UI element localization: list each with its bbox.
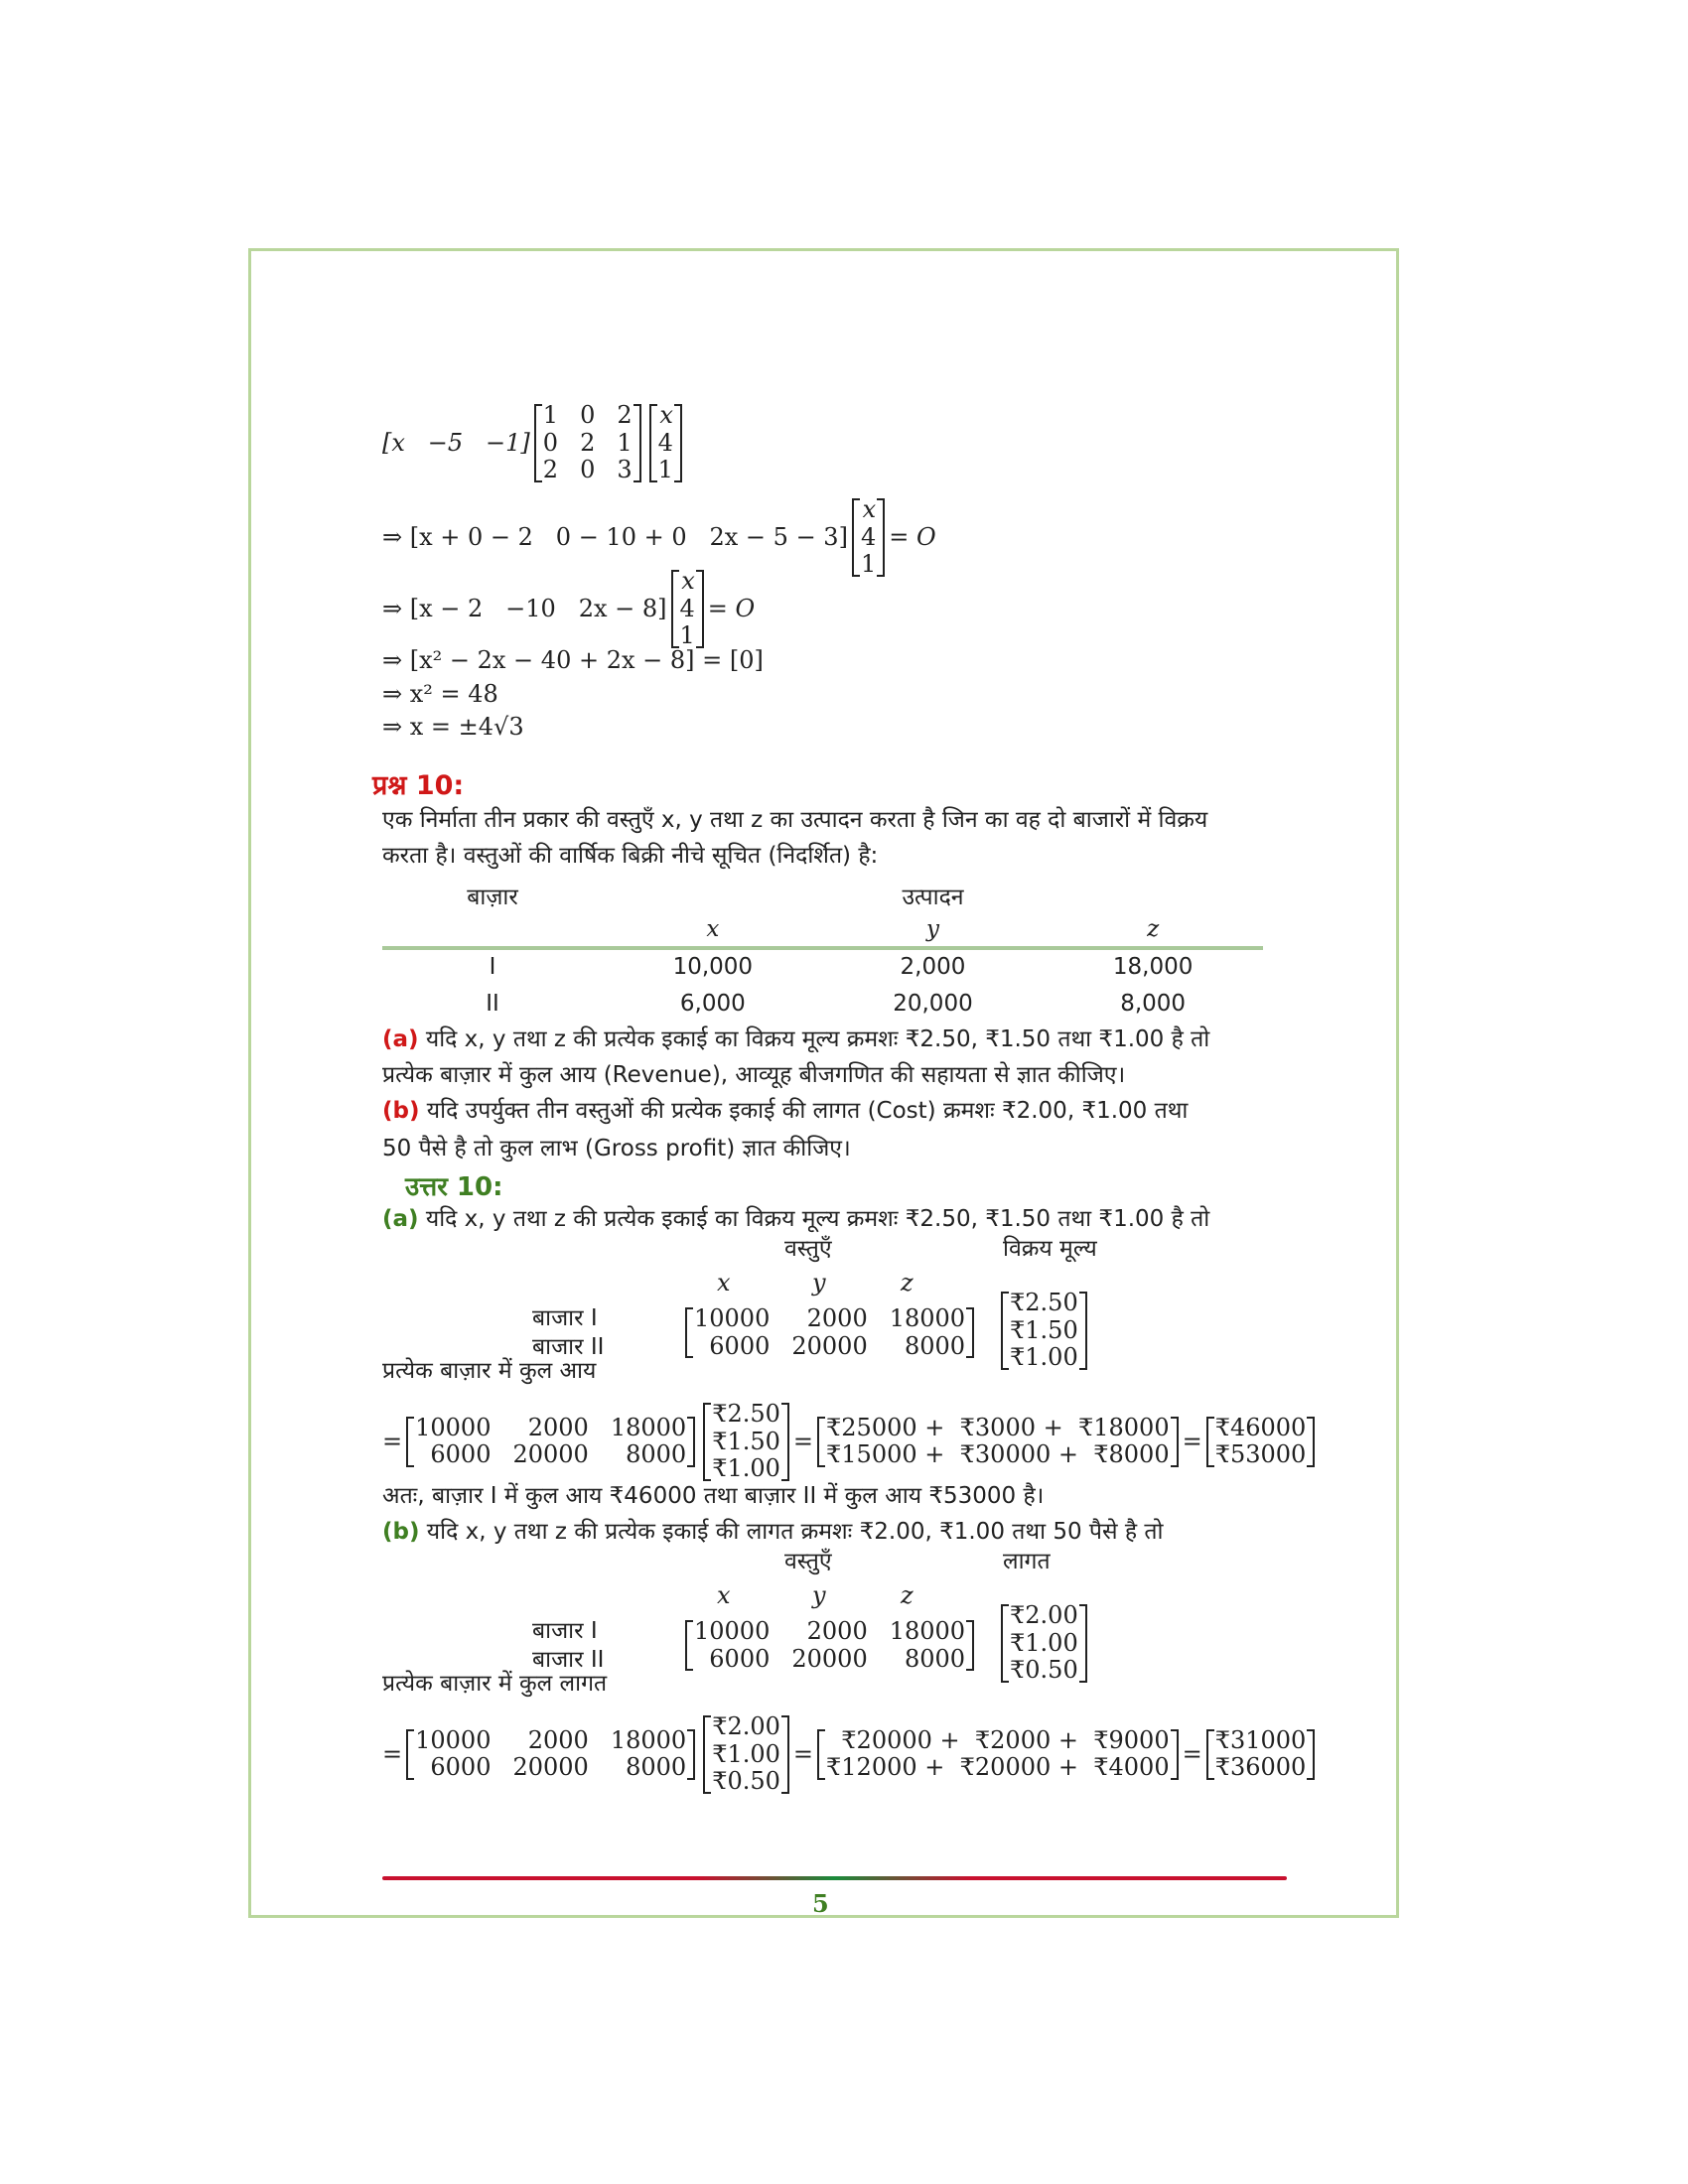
- price-vector-wrap: [997, 1602, 1091, 1685]
- matrix-cell: 18000: [889, 1304, 966, 1332]
- matrix-cell: ₹1.00: [1010, 1343, 1078, 1372]
- price-vector: [703, 1713, 789, 1796]
- matrix-cell: 2000: [806, 1304, 868, 1332]
- matrix-cell: 10000: [694, 1617, 771, 1645]
- matrix-cell: ₹0.50: [712, 1767, 780, 1796]
- table-cell: 2,000: [900, 954, 966, 980]
- equals-sign: =: [792, 1739, 814, 1768]
- table-row: [382, 948, 1263, 984]
- column-vector: [852, 496, 885, 579]
- matrix-cell: 6000: [430, 1753, 492, 1782]
- equals-sign: =: [1182, 1739, 1202, 1768]
- equals-sign: =: [382, 1427, 403, 1455]
- header-y: y: [812, 1581, 826, 1609]
- table-cell: II: [486, 991, 499, 1017]
- header-z: z: [901, 1581, 914, 1609]
- equals-sign: =: [792, 1427, 814, 1455]
- matrix-cell: 0: [580, 456, 596, 484]
- equation-line-6: ⇒ x = ±4√3: [382, 713, 524, 741]
- matrix-cell: 2000: [527, 1725, 589, 1754]
- result-vector: [1206, 1727, 1316, 1782]
- sales-matrix: [406, 1727, 695, 1782]
- matrix-cell: ₹31000: [1214, 1725, 1307, 1754]
- product-matrix: [817, 1727, 1179, 1782]
- part-label: (b): [382, 1519, 420, 1545]
- question-part-b-line-2: 50 पैसे है तो कुल लाभ (Gross profit) ज्ञात कीजिए।: [382, 1136, 851, 1161]
- matrix-cell: ₹1.00: [712, 1739, 780, 1768]
- matrix-cell: 2: [580, 428, 596, 457]
- sales-matrix: [406, 1415, 695, 1469]
- equals-sign: =: [1182, 1427, 1202, 1455]
- matrix-cell: 8000: [626, 1753, 687, 1782]
- question-part-a-line-2: प्रत्येक बाज़ार में कुल आय (Revenue), आव्यूह बीजगणित की सहायता से ज्ञात कीजिए।: [382, 1062, 1126, 1088]
- row-vector: [x −5 −1]: [382, 428, 530, 457]
- matrix-cell: ₹20000 + ₹2000 + ₹9000: [841, 1725, 1170, 1754]
- table-cell: 6,000: [679, 991, 746, 1017]
- matrix-cell: ₹36000: [1214, 1753, 1307, 1782]
- answer-heading: उत्तर 10:: [405, 1172, 503, 1202]
- table-subheader-z: z: [1043, 912, 1263, 948]
- sales-matrix-wrap: [681, 1618, 978, 1673]
- matrix-cell: ₹15000 + ₹30000 + ₹8000: [826, 1440, 1170, 1469]
- matrix-cell: 4: [860, 522, 877, 551]
- matrix-cell: 18000: [610, 1725, 687, 1754]
- matrix-cell: ₹1.50: [712, 1427, 780, 1455]
- matrix-cell: 18000: [889, 1617, 966, 1645]
- question-text-line-1: एक निर्माता तीन प्रकार की वस्तुएँ x, y तथा z का उत्पादन करता है जिन का वह दो बाजारों में विक्रय: [382, 807, 1208, 833]
- matrix-cell: ₹2.50: [1010, 1289, 1078, 1316]
- result-vector: [1206, 1415, 1316, 1469]
- table-cell: 20,000: [893, 991, 973, 1017]
- product-equation: [382, 1713, 1319, 1796]
- table-row: [382, 984, 1263, 1024]
- matrix-cell: 0: [542, 428, 559, 457]
- matrix-cell: 2000: [527, 1413, 589, 1441]
- footer-divider: [382, 1876, 1287, 1880]
- matrix-cell: 8000: [905, 1331, 966, 1360]
- part-a-text: यदि x, y तथा z की प्रत्येक इकाई का विक्रय मूल्य क्रमशः ₹2.50, ₹1.50 तथा ₹1.00 है तो: [418, 1026, 1210, 1052]
- matrix-cell: 1: [860, 550, 877, 579]
- column-vector: [649, 402, 682, 484]
- table-cell: 10,000: [672, 954, 754, 980]
- total-label: प्रत्येक बाज़ार में कुल लागत: [382, 1671, 608, 1697]
- answer-intro: [382, 1519, 1163, 1547]
- matrix-cell: 6000: [709, 1644, 771, 1673]
- column-vector: [671, 568, 704, 650]
- market-2-label: बाजार II: [532, 1647, 605, 1673]
- part-label: (a): [382, 1206, 419, 1232]
- matrix-cell: 1: [542, 401, 559, 429]
- matrix-cell: 8000: [626, 1440, 687, 1469]
- question-heading: प्रश्न 10:: [372, 770, 465, 801]
- sales-matrix: [685, 1305, 974, 1360]
- matrix-cell: 3: [617, 456, 633, 484]
- matrix-cell: 20000: [512, 1440, 589, 1469]
- goods-label: वस्तुएँ: [784, 1549, 832, 1574]
- matrix-cell: ₹2.00: [712, 1712, 780, 1740]
- equation-rhs: = O: [707, 594, 756, 622]
- table-cell: 8,000: [1120, 991, 1187, 1017]
- total-label: प्रत्येक बाज़ार में कुल आय: [382, 1358, 597, 1384]
- matrix-cell: 1: [657, 456, 673, 484]
- equation-line-2: [382, 496, 936, 579]
- equation-rhs: = O: [889, 522, 936, 551]
- matrix-cell: ₹25000 + ₹3000 + ₹18000: [826, 1413, 1170, 1441]
- matrix-cell: 4: [657, 428, 673, 457]
- market-1-label: बाजार I: [532, 1305, 598, 1331]
- table-header-production: उत्पादन: [902, 885, 964, 910]
- table-cell: 18,000: [1112, 954, 1194, 980]
- matrix-cell: ₹1.00: [712, 1454, 780, 1483]
- matrix-cell: 10000: [415, 1725, 492, 1754]
- product-matrix: [817, 1415, 1179, 1469]
- matrix-cell: 2: [542, 456, 559, 484]
- market-2-label: बाजार II: [532, 1334, 605, 1360]
- header-x: x: [717, 1581, 731, 1609]
- matrix-cell: x: [862, 495, 877, 523]
- revenue-conclusion: अतः, बाज़ार I में कुल आय ₹46000 तथा बाज़ार II में कुल आय ₹53000 है।: [382, 1483, 1045, 1509]
- matrix-cell: 1: [679, 621, 695, 650]
- matrix-cell: 2: [617, 401, 633, 429]
- equation-line-4: ⇒ [x² − 2x − 40 + 2x − 8] = [0]: [382, 646, 764, 674]
- matrix-cell: 6000: [709, 1331, 771, 1360]
- equals-sign: =: [382, 1739, 403, 1768]
- table-subheader-y: y: [823, 912, 1044, 948]
- matrix-cell: 20000: [791, 1331, 868, 1360]
- price-vector-wrap: [997, 1290, 1091, 1372]
- matrix-cell: 1: [617, 428, 633, 457]
- matrix-cell: ₹2.00: [1010, 1601, 1078, 1629]
- goods-label: वस्तुएँ: [784, 1236, 832, 1262]
- matrix-cell: ₹46000: [1214, 1413, 1307, 1441]
- matrix-cell: 6000: [430, 1440, 492, 1469]
- sales-matrix-wrap: [681, 1305, 978, 1360]
- price-vector: [703, 1401, 789, 1483]
- matrix-cell: ₹1.00: [1010, 1628, 1078, 1657]
- answer-intro: [382, 1206, 1209, 1234]
- matrix-cell: 10000: [415, 1413, 492, 1441]
- equation-line-3: [382, 568, 755, 650]
- header-x: x: [717, 1269, 731, 1297]
- sales-table: [382, 879, 1263, 1024]
- matrix-cell: x: [659, 401, 673, 429]
- price-vector: [1001, 1602, 1087, 1685]
- matrix-cell: ₹53000: [1214, 1440, 1307, 1469]
- table-header-market: बाज़ार: [467, 885, 518, 910]
- sales-matrix: [685, 1618, 974, 1673]
- page-number: 5: [812, 1889, 829, 1918]
- matrix-cell: ₹12000 + ₹20000 + ₹4000: [826, 1753, 1170, 1782]
- intro-text: यदि x, y तथा z की प्रत्येक इकाई की लागत क्रमशः ₹2.00, ₹1.00 तथा 50 पैसे है तो: [419, 1519, 1164, 1545]
- header-y: y: [812, 1269, 826, 1297]
- matrix-cell: 0: [580, 401, 596, 429]
- vector-label: विक्रय मूल्य: [1003, 1236, 1097, 1262]
- matrix-cell: ₹1.50: [1010, 1315, 1078, 1344]
- matrix-cell: 4: [679, 594, 695, 622]
- matrix-cell: 18000: [610, 1413, 687, 1441]
- matrix-cell: x: [681, 567, 695, 595]
- question-part-a-line-1: [382, 1026, 1209, 1054]
- matrix-cell: 10000: [694, 1304, 771, 1332]
- matrix-a: [534, 402, 641, 484]
- price-vector: [1001, 1290, 1087, 1372]
- equation-line-1: [382, 402, 686, 484]
- header-z: z: [901, 1269, 914, 1297]
- vector-label: लागत: [1003, 1549, 1051, 1574]
- matrix-cell: 2000: [806, 1617, 868, 1645]
- question-text-line-2: करता है। वस्तुओं की वार्षिक बिक्री नीचे सूचित (निदर्शित) है:: [382, 843, 879, 869]
- part-a-label: (a): [382, 1026, 419, 1052]
- market-1-label: बाजार I: [532, 1618, 598, 1644]
- part-b-label: (b): [382, 1098, 420, 1124]
- equation-line-5: ⇒ x² = 48: [382, 680, 498, 708]
- table-subheader-x: x: [603, 912, 823, 948]
- question-part-b-line-1: [382, 1098, 1188, 1126]
- part-b-text: यदि उपर्युक्त तीन वस्तुओं की प्रत्येक इकाई की लागत (Cost) क्रमशः ₹2.00, ₹1.00 तथा: [419, 1098, 1189, 1124]
- matrix-cell: 20000: [512, 1753, 589, 1782]
- matrix-cell: 8000: [905, 1644, 966, 1673]
- equation-text: ⇒ [x − 2 −10 2x − 8]: [382, 594, 667, 622]
- matrix-cell: ₹2.50: [712, 1400, 780, 1428]
- table-cell: I: [489, 954, 496, 980]
- matrix-cell: ₹0.50: [1010, 1656, 1078, 1685]
- equation-text: ⇒ [x + 0 − 2 0 − 10 + 0 2x − 5 − 3]: [382, 522, 848, 551]
- matrix-cell: 20000: [791, 1644, 868, 1673]
- product-equation: [382, 1401, 1319, 1483]
- intro-text: यदि x, y तथा z की प्रत्येक इकाई का विक्रय मूल्य क्रमशः ₹2.50, ₹1.50 तथा ₹1.00 है तो: [418, 1206, 1210, 1232]
